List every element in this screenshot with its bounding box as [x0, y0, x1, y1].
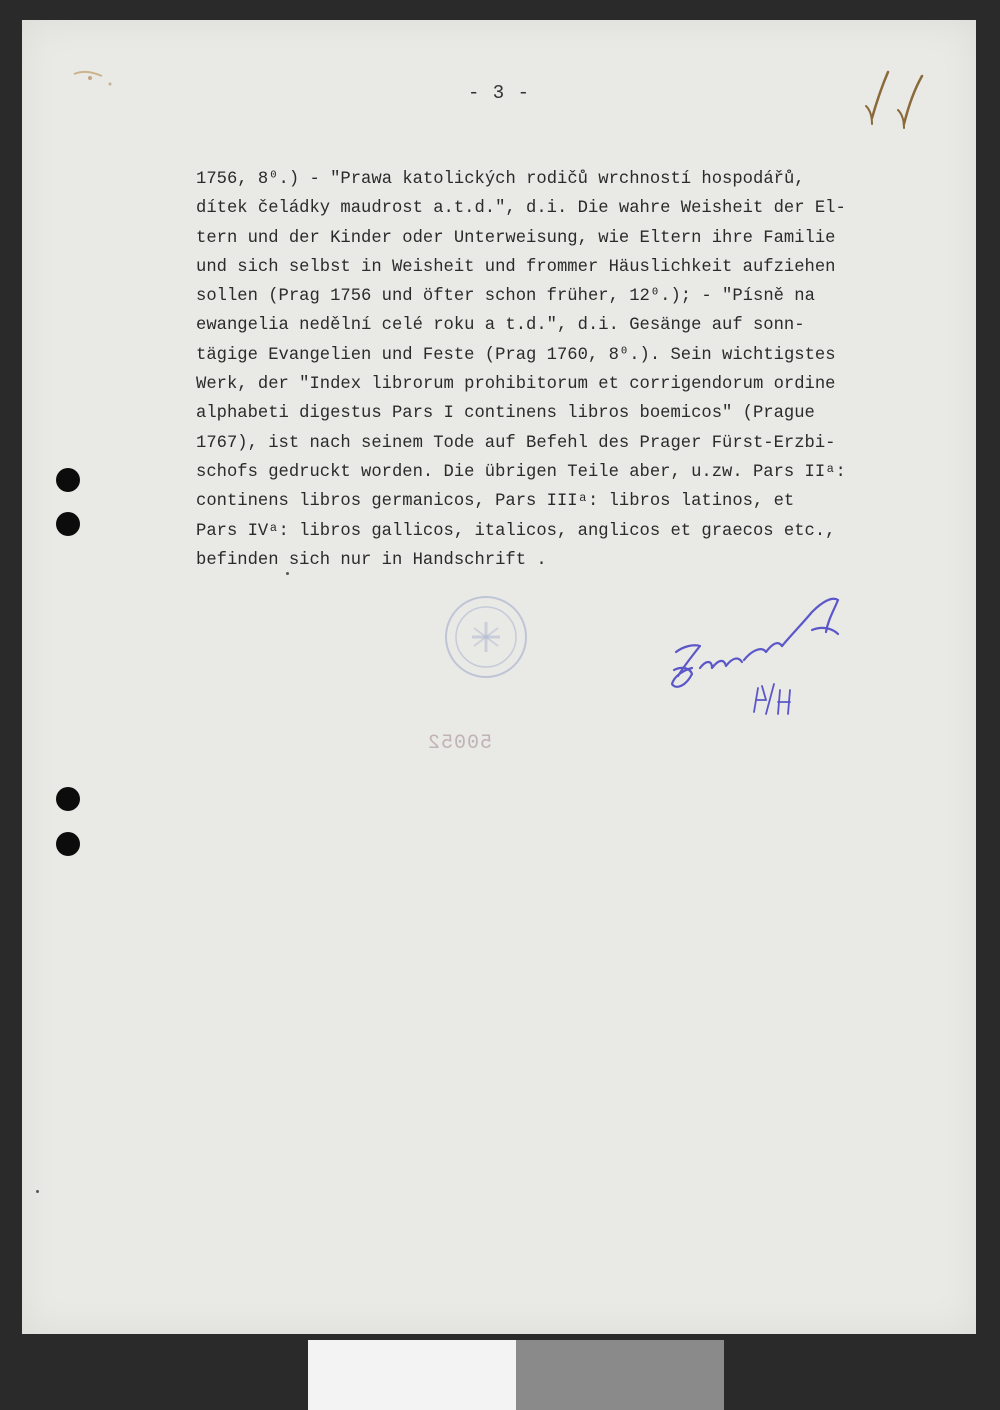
paper-stain — [62, 52, 122, 92]
punch-hole — [56, 787, 80, 811]
text-line: schofs gedruckt worden. Die übrigen Teile aber, u.zw. Pars IIᵃ: — [196, 462, 846, 482]
bleed-through-number: 50052 — [427, 732, 493, 755]
text-line: dítek čeládky maudrost a.t.d.", d.i. Die wahre Weisheit der El- — [196, 199, 846, 219]
calibration-gray-patch — [516, 1340, 724, 1410]
document-page — [22, 20, 976, 1334]
text-line: Werk, der "Index librorum prohibitorum et corrigendorum ordine — [196, 375, 836, 395]
text-line: tern und der Kinder oder Unterweisung, wie Eltern ihre Familie — [196, 228, 836, 248]
text-line: alphabeti digestus Pars I continens libros boemicos" (Prague — [196, 404, 815, 424]
text-line: sollen (Prag 1756 und öfter schon früher, 12⁰.); - "Písně na — [196, 287, 815, 307]
library-stamp — [436, 592, 536, 682]
text-line: befinden sich nur in Handschrift . — [196, 550, 547, 570]
text-line: und sich selbst in Weisheit und frommer Häuslichkeit aufziehen — [196, 257, 836, 277]
calibration-white-patch — [308, 1340, 516, 1410]
punch-hole — [56, 832, 80, 856]
text-line: 1756, 8⁰.) - "Prawa katolických rodičů wrchností hospodářů, — [196, 170, 805, 189]
ink-speck — [36, 1190, 39, 1193]
page-number: - 3 - — [468, 82, 531, 104]
ink-speck — [286, 572, 289, 575]
punch-hole — [56, 468, 80, 492]
text-line: 1767), ist nach seinem Tode auf Befehl des Prager Fürst-Erzbi- — [196, 433, 836, 453]
text-line: continens libros germanicos, Pars IIIᵃ: libros latinos, et — [196, 492, 795, 512]
text-line: Pars IVᵃ: libros gallicos, italicos, anglicos et graecos etc., — [196, 521, 836, 541]
punch-hole — [56, 512, 80, 536]
text-line: tägige Evangelien und Feste (Prag 1760, 8⁰.). Sein wichtigstes — [196, 345, 836, 365]
folio-number — [854, 66, 934, 146]
body-text — [196, 165, 956, 575]
text-line: ewangelia nedělní celé roku a t.d.", d.i. Gesänge auf sonn- — [196, 316, 805, 336]
handwritten-signature — [662, 590, 852, 720]
